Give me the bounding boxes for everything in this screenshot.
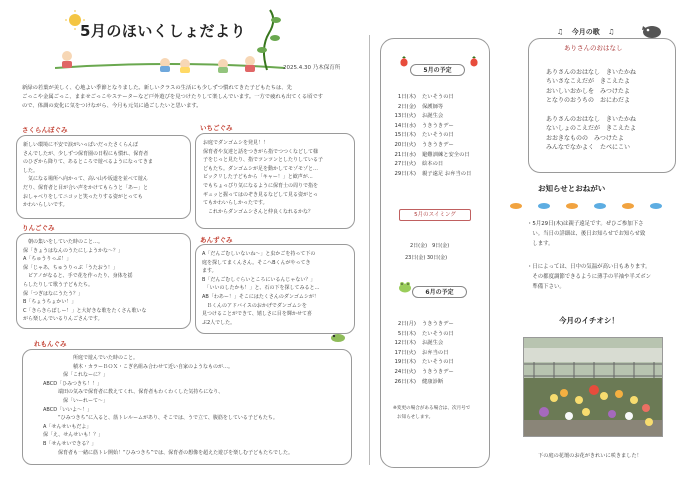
intro-paragraph <box>22 84 352 111</box>
schedule-event: うきうきデー <box>422 321 454 327</box>
schedule-row <box>382 131 488 141</box>
remon-line: 保「え、せんせいも！？」 <box>43 432 104 439</box>
song-line: ありさんのおはなし きいたかね <box>546 69 637 76</box>
critter-icon <box>330 328 346 340</box>
notice-line: 準備下さい。 <box>527 283 565 290</box>
sakura-line: さんでしたが、少しずつ保育園の日程にも慣れ、保育者 <box>23 150 149 157</box>
notice-line: ・5月29日(木)は親子遠足です。ぜひご参加下さ <box>527 221 644 227</box>
may-schedule-title: 5月の予定 <box>410 64 465 76</box>
sakura-line: のひざから降りて、あるところで遊べるようになってきま <box>23 159 153 166</box>
schedule-event: 避難訓練と安全の日 <box>422 151 470 158</box>
ringo-line: らしたりして歌う子どもたち。 <box>23 281 94 288</box>
anzu-line: 見つけることができて、嬉しさに目を輝かせて喜 <box>202 311 312 318</box>
strawberry-icon <box>468 53 480 65</box>
sakura-line: かわいらしいです。 <box>23 202 68 209</box>
ringo-line: 保「つぎはなにうたう？」 <box>23 290 84 297</box>
ringo-heading: りんごぐみ <box>22 224 55 232</box>
song-line <box>546 106 674 115</box>
schedule-event: たいそうの日 <box>422 132 454 139</box>
notice-line: い。当日の詳細は、後日お知らせでお知らせ致 <box>527 230 646 237</box>
schedule-row <box>382 141 488 151</box>
song-line: となりのおうちの おにわだよ <box>546 97 631 105</box>
anzu-box <box>195 244 355 334</box>
schedule-date: 12日(木) <box>394 340 416 347</box>
song-line: ちいさなこえだが きこえたよ <box>546 78 631 86</box>
anzu-line: ぶ2人でした。 <box>202 319 236 326</box>
swim-dates-1: 2日(金) 9日(金) <box>410 243 450 249</box>
anzu-line: B「だんごむしぐらいところにいるんじゃない？」 <box>202 276 316 283</box>
schedule-row <box>382 339 488 349</box>
ringo-line: 保「じゃあ、ちゅうりっぷ「うたおう！」 <box>23 264 118 271</box>
schedule-date: 19日(木) <box>394 359 416 366</box>
schedule-date: 21日(水) <box>394 151 416 158</box>
strawberry-icon <box>398 53 410 65</box>
bird-icon <box>640 20 664 40</box>
notice-item-2 <box>527 263 651 292</box>
schedule-date: 2日(金) <box>397 103 416 110</box>
june-schedule-title: 6月の予定 <box>412 286 467 298</box>
ichigo-line: てもかわいらしかったです。 <box>203 200 268 207</box>
song-heading: 今月の歌 <box>571 28 600 36</box>
song-lyrics <box>546 68 674 153</box>
issue-date: 2025.4.30 乃木保育所 <box>283 65 341 71</box>
remon-line: B「せんせいできる？」 <box>43 440 97 447</box>
schedule-row <box>382 151 488 161</box>
schedule-row <box>382 378 488 388</box>
photo-caption: 下の庭の花壇のお花がきれいに咲きました！ <box>538 453 642 459</box>
ichigo-line: 保育者や友達と話をつきがら指でつつくなどして様 <box>203 148 319 155</box>
sakura-line: だり、保育者と目が合い声をかけてもらうと「あー」と <box>23 184 149 191</box>
ichigo-line: ビックリした子どもから「キャー！」と歓声が… <box>203 174 313 181</box>
may-schedule-list <box>382 93 488 179</box>
notice-line: ・日によっては、日中の気温が高い日もあります。 <box>527 264 651 270</box>
intro-line: ので、体調の変化に気をつけながら、今月も元気に過ごしたいと思います。 <box>22 103 202 109</box>
schedule-row <box>382 368 488 378</box>
swim-dates-2: 23日(金) 30日(金) <box>405 255 448 261</box>
anzu-line: 庭を探してまくんさん。そこへBくんがやってき <box>202 259 311 266</box>
schedule-row <box>382 93 488 103</box>
schedule-row <box>382 358 488 368</box>
sakura-box <box>16 135 191 219</box>
ringo-line: A「ちゅうりっぷ！」 <box>23 256 72 263</box>
ringo-box <box>16 233 191 329</box>
ichigo-line: これからダンゴムシさんと仲良くなれるかな？ <box>203 208 314 215</box>
remon-line: 保「いーれーて～」 <box>63 397 109 404</box>
schedule-date: 13日(火) <box>394 113 416 120</box>
notice-line: します。 <box>527 240 554 247</box>
schedule-event: 保護師等 <box>422 103 444 110</box>
ichigo-line: ギュッと握ってはのぞき見るなどして見る姿がとっ <box>203 191 318 198</box>
schedule-date: 24日(火) <box>394 368 416 375</box>
ichigo-line: どもたち。ダンゴムシが足を動かしてモゾモゾと… <box>203 165 319 172</box>
ichigo-box <box>195 133 355 229</box>
sakura-line: 新しい環境に不安で涙がいっぱいだったさくらんぼ <box>23 142 139 148</box>
remon-line: 積木・カラーＢＯＸ・こぎ名組み合わせて近い自家のようなものが…。 <box>73 363 234 370</box>
page-title: 5月のほいくしょだより <box>80 22 246 40</box>
schedule-event: たいそうの日 <box>422 330 454 337</box>
frog-icon <box>398 278 412 290</box>
schedule-event: 絵本の日 <box>422 161 444 168</box>
schedule-row <box>382 320 488 330</box>
schedule-event: 健康診断 <box>422 378 444 385</box>
remon-line: 端田の気みで保育者に教えてくれ、保育者もわくわくした気持ちになり、 <box>53 389 224 396</box>
swim-title: 5月のスイミング <box>399 209 471 221</box>
fish-border-icon <box>504 196 684 206</box>
sakura-line: 気になる場所へ向かって、高い山や坂道を並べて遊ん <box>23 176 148 183</box>
schedule-date: 2日(月) <box>397 321 416 327</box>
schedule-date: 29日(木) <box>394 170 416 177</box>
remon-line: 保育者も一緒に筋トレ開始！“ひみつきち”では、保育者の想像を超えた遊びを楽しむ子どもたちでした。 <box>53 449 294 456</box>
schedule-event: 親子遠足 お弁当の日 <box>422 170 472 177</box>
schedule-row <box>382 122 488 132</box>
ringo-line: B「ちょうちょかい！」 <box>23 299 77 306</box>
ichigo-heading: いちごぐみ <box>200 124 233 132</box>
notice-line: その都度調節できるように薄手の半袖や半ズボン <box>527 273 651 280</box>
anzu-line: AB「わあー！」そこにはたくさんのダンゴムシが！ <box>202 293 319 300</box>
schedule-event: うきうきデー <box>422 122 454 129</box>
remon-line: A「せんせいもだよ」 <box>43 423 92 430</box>
intro-line: 新緑の若葉が美しく、心地よい季節となりました。新しいクラスの生活にも少しずつ慣れてきた子どもたちは、先 <box>22 85 292 91</box>
anzu-heading: あんずぐみ <box>200 236 233 244</box>
june-note-2: お知らせします。 <box>397 415 434 420</box>
notice-item-1 <box>527 220 645 249</box>
remon-line: 所庭で遊んでいた時のこと。 <box>73 355 139 361</box>
ringo-line: 朝の集いをしていた時のこと…。 <box>23 239 104 245</box>
schedule-date: 1日(木) <box>397 94 416 100</box>
schedule-row <box>382 112 488 122</box>
recommend-heading: 今月のイチオシ！ <box>559 316 619 325</box>
anzu-line: Ｂくんのアドバイスのおかげでダンゴムシを <box>202 302 307 309</box>
schedule-event: うきうきデー <box>422 141 454 148</box>
remon-heading: れもんぐみ <box>34 340 67 348</box>
schedule-date: 15日(木) <box>394 132 416 139</box>
song-title: ありさんのおはなし <box>564 44 623 52</box>
ringo-line: C「きらきらぼしー！」と大好きな歌をたくさん歌いな <box>23 307 147 314</box>
schedule-event: うきうきデー <box>422 368 454 375</box>
ichigo-line: 子をじっと見たり、指でツンツンとしたりしている子 <box>203 157 324 164</box>
schedule-event: お弁当の日 <box>422 349 449 356</box>
remon-line: ABCD「ひみつきち！！」 <box>43 380 103 387</box>
june-schedule-list <box>382 320 488 387</box>
june-note-1: ※変更の場合がある場合は、次月号で <box>393 406 471 411</box>
schedule-date: 17日(火) <box>394 349 416 356</box>
remon-line: “ひみつきち”に入ると、筋トレルームがあり、そこでは、うで立て、腹筋をしている子どもたち。 <box>53 415 278 422</box>
header-illustration <box>55 8 285 78</box>
music-note-icon: ♫ <box>608 28 615 36</box>
remon-box <box>22 349 352 465</box>
column-divider <box>369 35 370 465</box>
schedule-event: お誕生会 <box>422 113 444 120</box>
ringo-line: ピアノがなると、手で花を作ったり、身体を揺 <box>23 273 133 280</box>
schedule-event: お誕生会 <box>422 340 444 347</box>
schedule-row <box>382 170 488 180</box>
notices-heading: お知らせとおねがい <box>538 184 606 193</box>
schedule-row <box>382 349 488 359</box>
ringo-line: がら楽しんでいるりんごさんです。 <box>23 316 103 323</box>
sakura-line: した。 <box>23 167 39 174</box>
song-line: みんなでなかよく たべにこい <box>546 144 631 152</box>
schedule-event: たいそうの日 <box>422 359 454 366</box>
schedule-row <box>382 160 488 170</box>
flower-bed-photo <box>523 337 663 437</box>
song-line: ないしょのこえだが きこえたよ <box>546 125 637 133</box>
ichigo-line: お庭でダンゴムシを発見！！ <box>203 140 269 146</box>
ichigo-line: でもちょっぴり気になるように保育士の周りで指を <box>203 182 319 189</box>
schedule-date: 26日(木) <box>394 378 416 385</box>
music-note-icon: ♫ <box>557 28 564 36</box>
sakura-line: おしゃべりをしてニコッと笑ったりする姿がとっても <box>23 193 143 200</box>
remon-line: 保「これなーに？」 <box>63 372 109 379</box>
remon-line: ABCD「いいよ～！」 <box>43 406 93 413</box>
intro-line: ごっこや金属ごっこ、まませごっこやステーターなど戸外遊びを見つけたりして楽しんでいます。一方で疲れも出てくる頃です <box>22 94 324 100</box>
anzu-line: A「だんごむしいないね～」と虫かごを持って下の <box>202 251 316 257</box>
song-line: ありさんのおはなし きいたかね <box>546 116 637 124</box>
song-line: おいしいおかしを みつけたよ <box>546 87 630 95</box>
schedule-date: 27日(火) <box>394 161 416 168</box>
schedule-row <box>382 103 488 113</box>
schedule-date: 5日(木) <box>397 330 416 337</box>
song-line: おおきなものの みつけたよ <box>546 134 624 142</box>
schedule-row <box>382 330 488 340</box>
song-heading-wrap <box>557 27 614 37</box>
anzu-line: 「いいのしたかも！」と、石の下を探してみると… <box>202 285 320 292</box>
schedule-date: 20日(火) <box>394 141 416 148</box>
schedule-event: たいそうの日 <box>422 94 454 100</box>
schedule-date: 14日(水) <box>394 122 416 129</box>
sakura-heading: さくらんぼぐみ <box>22 126 68 134</box>
anzu-line: ます。 <box>202 268 217 275</box>
ringo-line: 保「きょうはなんのうたにしようかな～？」 <box>23 247 124 254</box>
